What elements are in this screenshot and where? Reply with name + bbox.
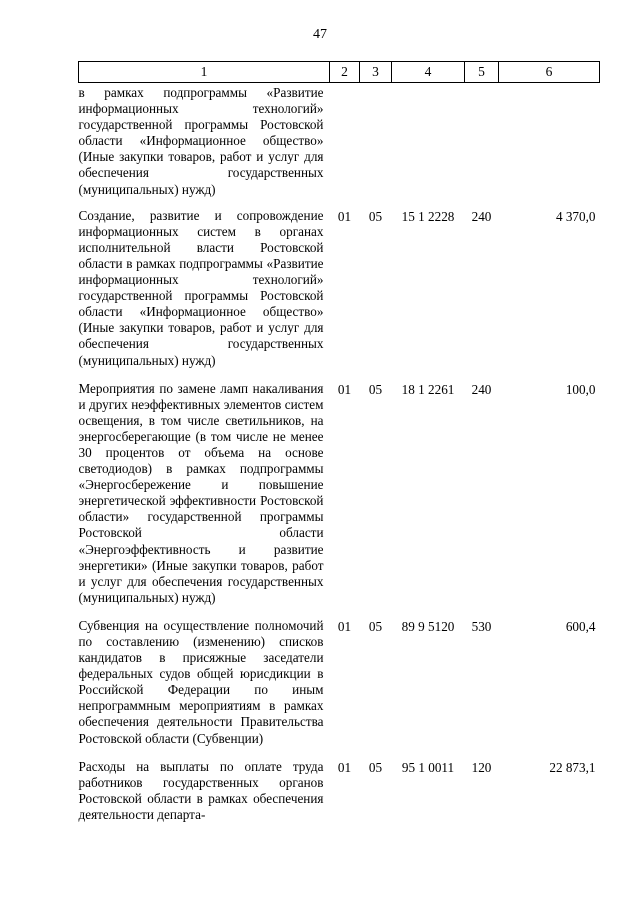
- row-description: в рамках подпрограммы «Развитие информационных технологий» государственной программы Ростовской области «Информационное общество» (Иные закупки товаров, работ и услуг для обеспечения государственных (муниципальных) нужд): [78, 85, 324, 197]
- row-target-article: 15 1 2228: [401, 208, 455, 224]
- table-row: [79, 381, 600, 618]
- table-row: [79, 83, 600, 208]
- row-subsection: 05: [368, 618, 383, 634]
- row-amount: 22 873,1: [549, 759, 596, 775]
- table-row: [79, 618, 600, 759]
- row-amount: 600,4: [565, 618, 596, 634]
- column-header-3: 3: [360, 62, 392, 83]
- row-section: 01: [337, 759, 352, 775]
- row-section: 01: [337, 208, 352, 224]
- row-target-article: [392, 83, 465, 208]
- table-header-row: [79, 62, 600, 83]
- row-amount: 4 370,0: [555, 208, 596, 224]
- row-expense-type: 530: [471, 618, 492, 634]
- row-target-article: 89 9 5120: [401, 618, 455, 634]
- row-subsection: 05: [368, 381, 383, 397]
- row-target-article: 95 1 0011: [401, 759, 455, 775]
- row-section: 01: [337, 381, 352, 397]
- table-row: [79, 759, 600, 835]
- row-subsection: [360, 83, 392, 208]
- column-header-4: 4: [392, 62, 465, 83]
- row-description: Создание, развитие и сопровождение информационных систем в органах исполнительной власти Ростовской области в рамках подпрограммы «Развитие информационных технологий» государственной программы Ростовской области «Информационное общество» (Иные закупки товаров, работ и услуг для обеспечения государственных (муниципальных) нужд): [78, 207, 324, 368]
- row-expense-type: 120: [471, 759, 492, 775]
- row-subsection: 05: [368, 759, 383, 775]
- column-header-6: 6: [499, 62, 600, 83]
- row-expense-type: [465, 83, 499, 208]
- row-expense-type: 240: [471, 381, 492, 397]
- column-header-1: 1: [79, 62, 330, 83]
- row-amount: [499, 83, 600, 208]
- row-description: Субвенция на осуществление полномочий по составлению (изменению) списков кандидатов в присяжные заседатели федеральных судов общей юрисдикции в Российской Федерации по иным непрограммным мероприятиям в рамках обеспечения деятельности Правительства Ростовской области (Субвенции): [78, 617, 324, 746]
- row-expense-type: 240: [471, 208, 492, 224]
- row-section: 01: [337, 618, 352, 634]
- row-target-article: 18 1 2261: [401, 381, 455, 397]
- row-description: Расходы на выплаты по оплате труда работников государственных органов Ростовской области в рамках обеспечения деятельности департа-: [78, 758, 324, 822]
- row-subsection: 05: [368, 208, 383, 224]
- column-header-5: 5: [465, 62, 499, 83]
- column-header-2: 2: [330, 62, 360, 83]
- page-number: 47: [313, 27, 327, 42]
- row-description: Мероприятия по замене ламп накаливания и других неэффективных элементов систем освещения, в том числе светильников, на энергосберегающие (в том числе не менее 30 процентов от объема на основе светодиодов) в рамках подпрограммы «Энергосбережение и повышение энергетической эффективности Ростовской области» государственной программы Ростовской области «Энергоэффективность и развитие энергетики» (Иные закупки товаров, работ и услуг для обеспечения государственных (муниципальных) нужд): [78, 380, 324, 605]
- table-row: [79, 208, 600, 381]
- budget-table: [78, 61, 600, 835]
- row-amount: 100,0: [565, 381, 596, 397]
- row-section: [330, 83, 360, 208]
